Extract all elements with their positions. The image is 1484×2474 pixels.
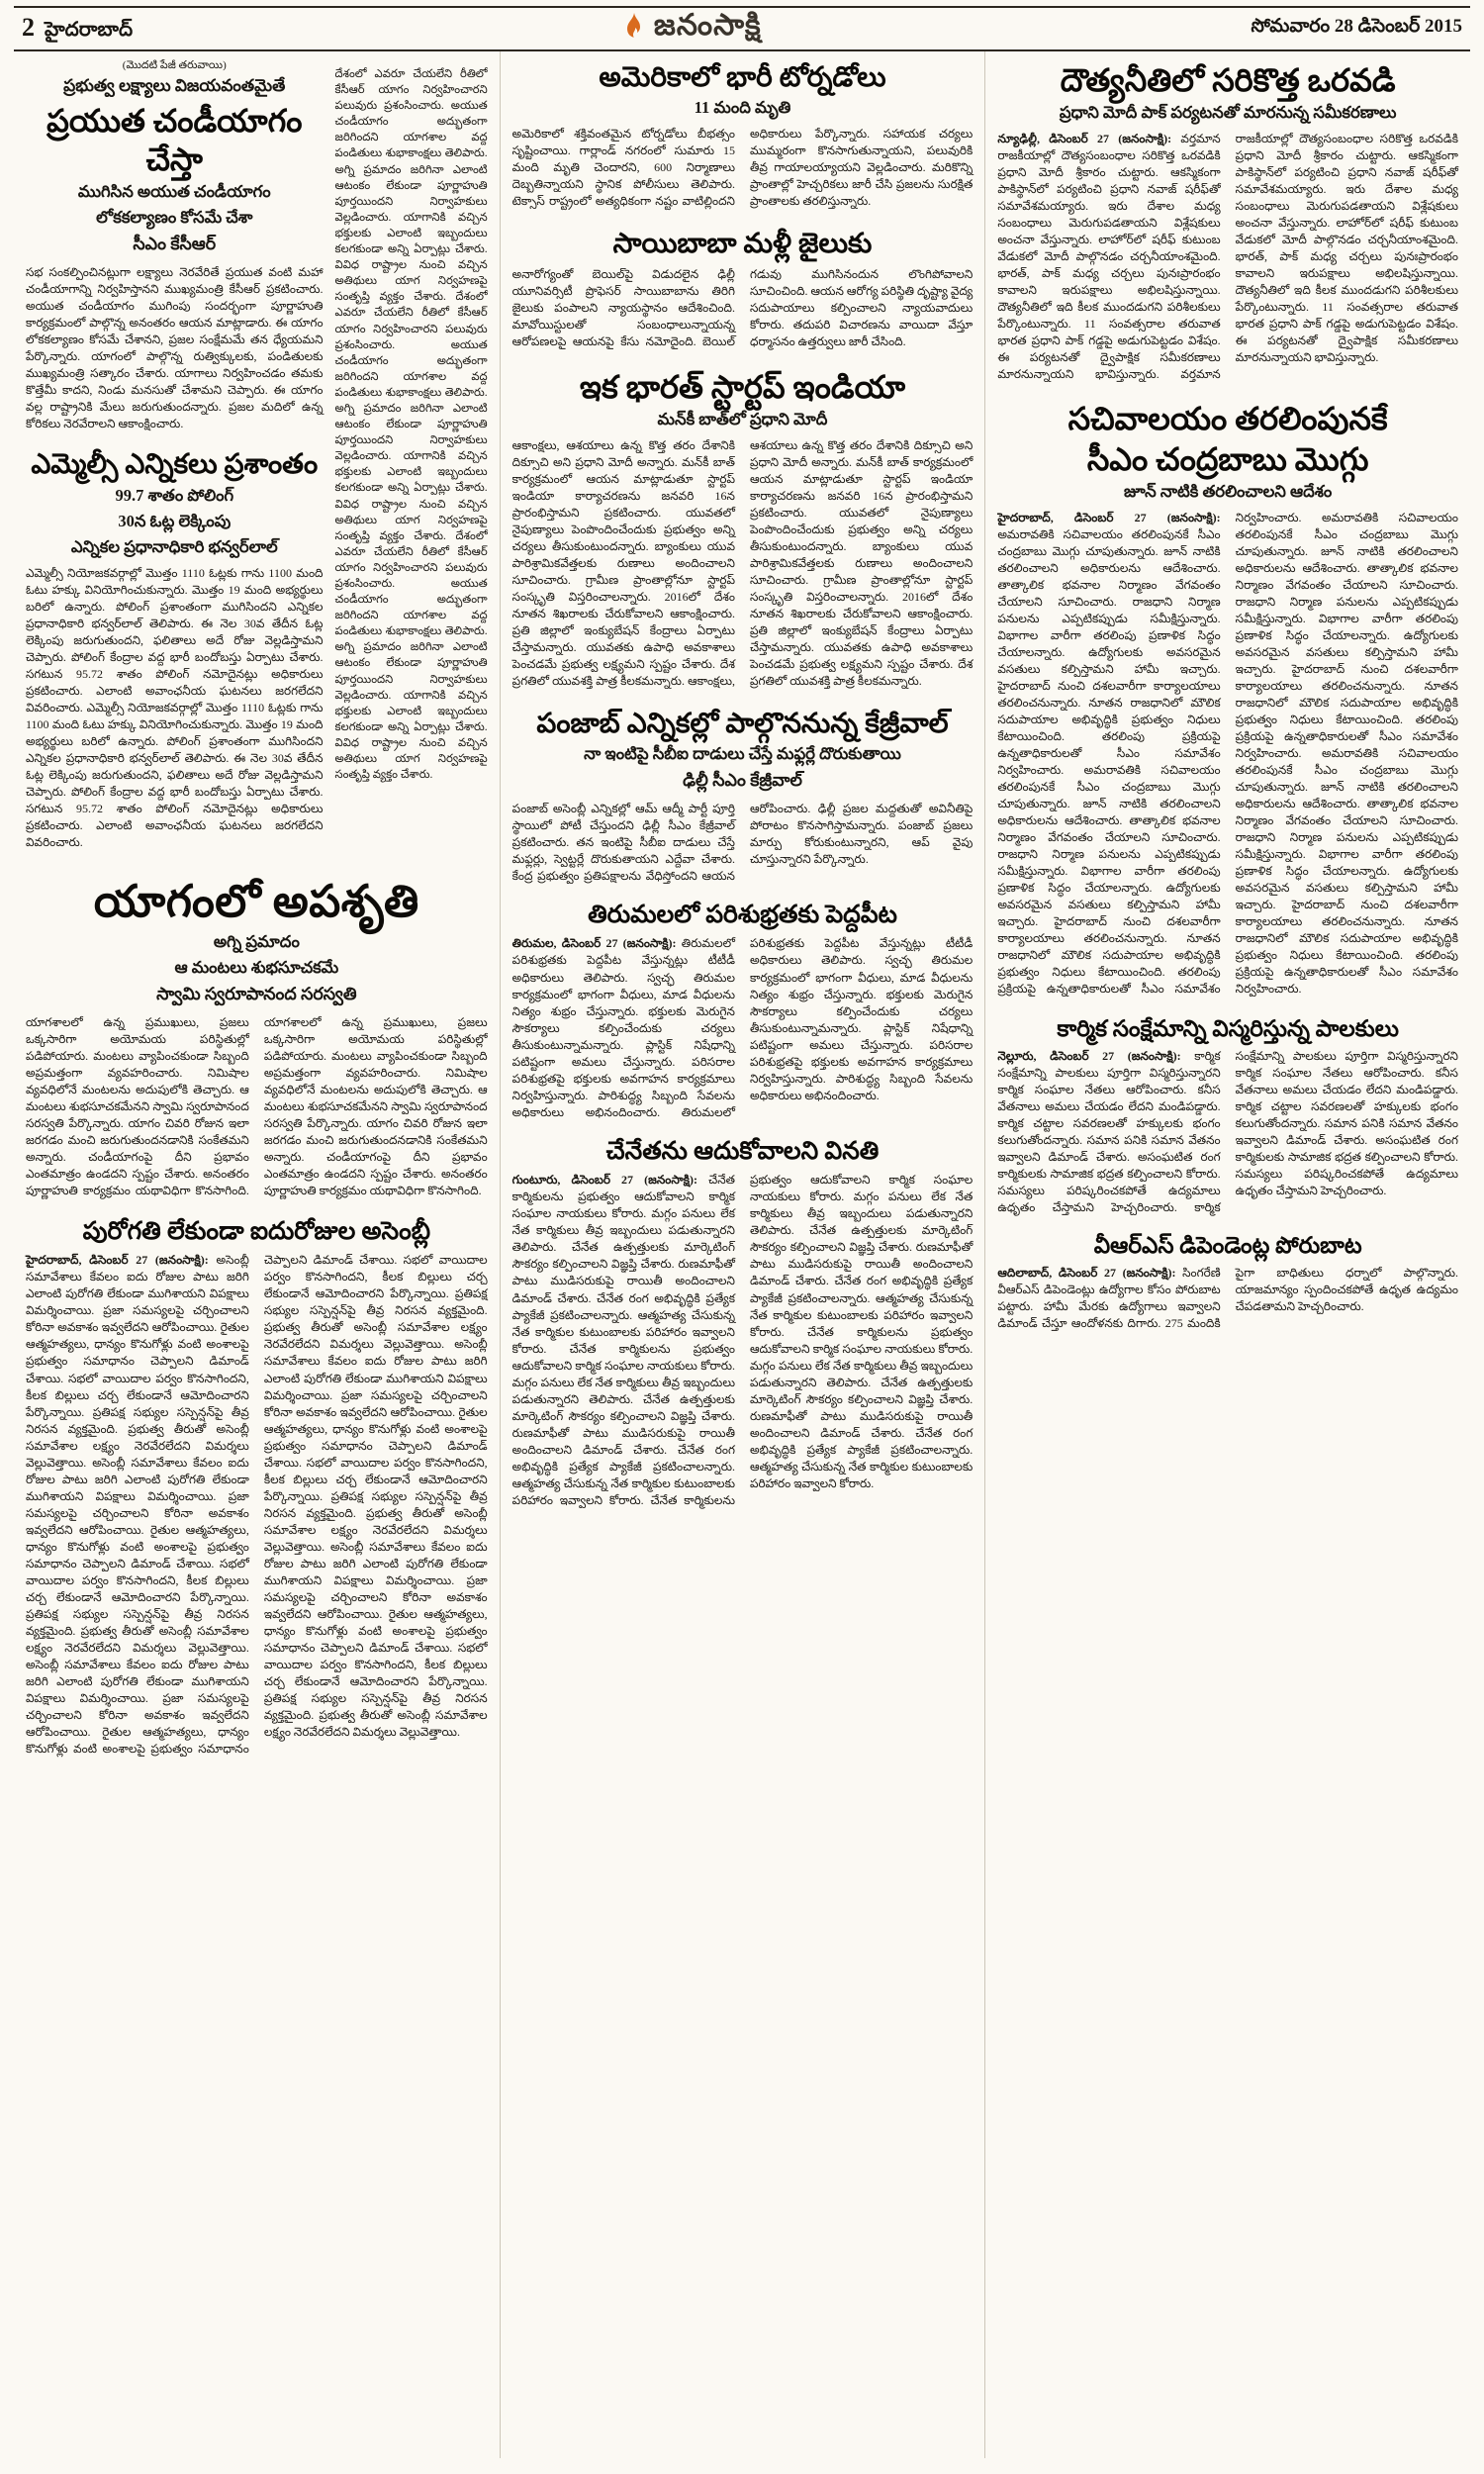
diplomacy-deck: ప్రధాని మోదీ పాక్ పర్యటనతో మారనున్న సమీకరణాలు xyxy=(1059,103,1397,123)
vrs-headline: వీఆర్ఎస్ డిపెండెంట్ల పోరుబాట xyxy=(1093,1233,1362,1259)
page-body xyxy=(14,51,1470,2458)
article-kejriwal xyxy=(512,708,974,885)
secretariat-headline-line1: సచివాలయం తరలింపునకే xyxy=(1067,400,1388,436)
article-tirumala xyxy=(512,901,974,1121)
tornado-deck: 11 మంది మృతి xyxy=(694,98,791,118)
saibaba-headline: సాయిబాబా మళ్లీ జైలుకు xyxy=(612,228,873,259)
body-text: పంజాబ్ అసెంబ్లీ ఎన్నికల్లో ఆమ్ ఆద్మీ పార్టీ పూర్తి స్థాయిలో పోటీ చేస్తుందని ఢిల్లీ సీఎం కేజ్రీవాల్ ప్రకటించారు. తన ఇంటిపై సీబీఐ దాడులు చేస్తే మఫ్లర్లు, స్వెట్టర్లే దొరుకుతాయని ఎద్దేవా చేశారు. కేంద్ర ప్రభుత్వం ప్రతిపక్షాలను వేధిస్తోందని ఆయన ఆరోపించారు. ఢిల్లీ ప్రజల మద్దతుతో అవినీతిపై పోరాటం కొనసాగిస్తామన్నారు. పంజాబ్ ప్రజలు మార్పు కోరుకుంటున్నారని, ఆప్ వైపు చూస్తున్నారని పేర్కొన్నారు. xyxy=(511,801,974,883)
body-text: సభ సంకల్పించినట్లుగా లక్ష్యాలు నెరవేరితే ప్రయుత వంటి మహా చండీయాగాన్ని నిర్వహిస్తానని ముఖ్యమంత్రి కేసీఆర్ ప్రకటించారు. అయుత చండీయాగం ముగింపు సందర్భంగా పూర్ణాహుతి కార్యక్రమంలో పాల్గొన్న అనంతరం ఆయన మాట్లాడారు. ఈ యాగం లోకకల్యాణం కోసమే చేశానని, ప్రజల సంక్షేమమే తన ధ్యేయమని పేర్కొన్నారు. యాగంలో పాల్గొన్న రుత్విక్కులకు, పండితులకు ముఖ్యమంత్రి సత్కారం చేశారు. యాగాలు నిర్వహించడం తమకు కొత్తేమీ కాదని, నిండు మనసుతో చేశామని చెప్పారు. ఈ యాగం వల్ల రాష్ట్రానికి మేలు జరుగుతుందన్నారు. ప్రజల మదిలో ఉన్న కోరికలు నెరవేరాలని ఆకాంక్షించారు. xyxy=(26,265,324,431)
startup-deck: మన్‌కీ బాత్‌లో ప్రధాని మోదీ xyxy=(657,409,828,428)
left-top-split xyxy=(26,59,488,867)
body-text: దేశంలో ఎవరూ చేయలేని రీతిలో కేసీఆర్ యాగం నిర్వహించారని పలువురు ప్రశంసించారు. అయుత చండీయాగం అద్భుతంగా జరిగిందని యాగశాల వద్ద పండితులు శుభాకాంక్షలు తెలిపారు. అగ్ని ప్రమాదం జరిగినా ఎలాంటి ఆటంకం లేకుండా పూర్ణాహుతి పూర్తయిందని నిర్వాహకులు వెల్లడించారు. యాగానికి వచ్చిన భక్తులకు ఎలాంటి ఇబ్బందులు కలగకుండా అన్ని ఏర్పాట్లు చేశారు. వివిధ రాష్ట్రాల నుంచి వచ్చిన అతిథులు యాగ నిర్వహణపై సంతృప్తి వ్యక్తం చేశారు. దేశంలో ఎవరూ చేయలేని రీతిలో కేసీఆర్ యాగం నిర్వహించారని పలువురు ప్రశంసించారు. అయుత చండీయాగం అద్భుతంగా జరిగిందని యాగశాల వద్ద పండితులు శుభాకాంక్షలు తెలిపారు. అగ్ని ప్రమాదం జరిగినా ఎలాంటి ఆటంకం లేకుండా పూర్ణాహుతి పూర్తయిందని నిర్వాహకులు వెల్లడించారు. యాగానికి వచ్చిన భక్తులకు ఎలాంటి ఇబ్బందులు కలగకుండా అన్ని ఏర్పాట్లు చేశారు. వివిధ రాష్ట్రాల నుంచి వచ్చిన అతిథులు యాగ నిర్వహణపై సంతృప్తి వ్యక్తం చేశారు. దేశంలో ఎవరూ చేయలేని రీతిలో కేసీఆర్ యాగం నిర్వహించారని పలువురు ప్రశంసించారు. అయుత చండీయాగం అద్భుతంగా జరిగిందని యాగశాల వద్ద పండితులు శుభాకాంక్షలు తెలిపారు. అగ్ని ప్రమాదం జరిగినా ఎలాంటి ఆటంకం లేకుండా పూర్ణాహుతి పూర్తయిందని నిర్వాహకులు వెల్లడించారు. యాగానికి వచ్చిన భక్తులకు ఎలాంటి ఇబ్బందులు కలగకుండా అన్ని ఏర్పాట్లు చేశారు. వివిధ రాష్ట్రాల నుంచి వచ్చిన అతిథులు యాగ నిర్వహణపై సంతృప్తి వ్యక్తం చేశారు. xyxy=(334,68,488,782)
article-mlc-elections xyxy=(26,448,324,851)
mlc-deck-3: ఎన్నికల ప్రధానాధికారి భన్వర్‌లాల్ xyxy=(70,536,278,556)
body-text: కార్మిక సంక్షేమాన్ని పాలకులు పూర్తిగా విస్మరిస్తున్నారని కార్మిక సంఘాల నేతలు ఆరోపించారు. కనీస వేతనాలు అమలు చేయడం లేదని మండిపడ్డారు. కార్మిక చట్టాల సవరణలతో హక్కులకు భంగం కలుగుతోందన్నారు. సమాన పనికి సమాన వేతనం ఇవ్వాలని డిమాండ్ చేశారు. అసంఘటిత రంగ కార్మికులకు సామాజిక భద్రత కల్పించాలని కోరారు. సమస్యలు పరిష్కరించకపోతే ఉద్యమాలు ఉధృతం చేస్తామని హెచ్చరించారు. కార్మిక సంక్షేమాన్ని పాలకులు పూర్తిగా విస్మరిస్తున్నారని కార్మిక సంఘాల నేతలు ఆరోపించారు. కనీస వేతనాలు అమలు చేయడం లేదని మండిపడ్డారు. కార్మిక చట్టాల సవరణలతో హక్కులకు భంగం కలుగుతోందన్నారు. సమాన పనికి సమాన వేతనం ఇవ్వాలని డిమాండ్ చేశారు. అసంఘటిత రంగ కార్మికులకు సామాజిక భద్రత కల్పించాలని కోరారు. సమస్యలు పరిష్కరించకపోతే ఉద్యమాలు ఉధృతం చేస్తామని హెచ్చరించారు. xyxy=(997,1049,1458,1215)
body-text: ఎమ్మెల్సీ నియోజకవర్గాల్లో మొత్తం 1110 ఓట్లకు గాను 1100 మంది ఓటు హక్కు వినియోగించుకున్నారు. మొత్తం 19 మంది అభ్యర్థులు బరిలో ఉన్నారు. పోలింగ్ ప్రశాంతంగా ముగిసిందని ఎన్నికల ప్రధానాధికారి భన్వర్‌లాల్ తెలిపారు. ఈ నెల 30వ తేదీన ఓట్ల లెక్కింపు జరుగుతుందని, ఫలితాలు అదే రోజు వెల్లడిస్తామని చెప్పారు. పోలింగ్ కేంద్రాల వద్ద భారీ బందోబస్తు ఏర్పాటు చేశారు. సగటున 95.72 శాతం పోలింగ్ నమోదైనట్లు అధికారులు ప్రకటించారు. ఎలాంటి అవాంఛనీయ ఘటనలు జరగలేదని వివరించారు. ఎమ్మెల్సీ నియోజకవర్గాల్లో మొత్తం 1110 ఓట్లకు గాను 1100 మంది ఓటు హక్కు వినియోగించుకున్నారు. మొత్తం 19 మంది అభ్యర్థులు బరిలో ఉన్నారు. పోలింగ్ ప్రశాంతంగా ముగిసిందని ఎన్నికల ప్రధానాధికారి భన్వర్‌లాల్ తెలిపారు. ఈ నెల 30వ తేదీన ఓట్ల లెక్కింపు జరుగుతుందని, ఫలితాలు అదే రోజు వెల్లడిస్తామని చెప్పారు. పోలింగ్ కేంద్రాల వద్ద భారీ బందోబస్తు ఏర్పాటు చేశారు. సగటున 95.72 శాతం పోలింగ్ నమోదైనట్లు అధికారులు ప్రకటించారు. ఎలాంటి అవాంఛనీయ ఘటనలు జరగలేదని వివరించారు. xyxy=(26,565,324,850)
chenetha-body xyxy=(512,1172,974,1509)
article-vrs xyxy=(997,1232,1458,1332)
kejriwal-body xyxy=(512,801,974,885)
vrs-body xyxy=(997,1265,1458,1332)
left-main-column xyxy=(26,59,324,867)
assembly-headline: పురోగతి లేకుండా ఐదురోజుల అసెంబ్లీ xyxy=(82,1217,431,1245)
diplomacy-body xyxy=(997,131,1458,383)
tirumala-dateline: తిరుమల, డిసెంబర్ 27 (జనంసాక్షి): xyxy=(511,936,677,951)
assembly-dateline: హైదరాబాద్, డిసెంబర్ 27 (జనంసాక్షి): xyxy=(26,1253,209,1268)
body-text: అమరావతికి సచివాలయం తరలింపునకే సీఎం చంద్రబాబు మొగ్గు చూపుతున్నారు. జూన్ నాటికి తరలించాలని అధికారులను ఆదేశించారు. తాత్కాలిక భవనాల నిర్మాణం వేగవంతం చేయాలని సూచించారు. రాజధాని నిర్మాణ పనులను ఎప్పటికప్పుడు సమీక్షిస్తున్నారు. విభాగాల వారీగా తరలింపు ప్రణాళిక సిద్ధం చేయాలన్నారు. ఉద్యోగులకు అవసరమైన వసతులు కల్పిస్తామని హామీ ఇచ్చారు. హైదరాబాద్ నుంచి దశలవారీగా కార్యాలయాలు తరలించనున్నారు. నూతన రాజధానిలో మౌలిక సదుపాయాల అభివృద్ధికి ప్రభుత్వం నిధులు కేటాయించింది. తరలింపు ప్రక్రియపై ఉన్నతాధికారులతో సీఎం సమావేశం నిర్వహించారు. అమరావతికి సచివాలయం తరలింపునకే సీఎం చంద్రబాబు మొగ్గు చూపుతున్నారు. జూన్ నాటికి తరలించాలని అధికారులను ఆదేశించారు. తాత్కాలిక భవనాల నిర్మాణం వేగవంతం చేయాలని సూచించారు. రాజధాని నిర్మాణ పనులను ఎప్పటికప్పుడు సమీక్షిస్తున్నారు. విభాగాల వారీగా తరలింపు ప్రణాళిక సిద్ధం చేయాలన్నారు. ఉద్యోగులకు అవసరమైన వసతులు కల్పిస్తామని హామీ ఇచ్చారు. హైదరాబాద్ నుంచి దశలవారీగా కార్యాలయాలు తరలించనున్నారు. నూతన రాజధానిలో మౌలిక సదుపాయాల అభివృద్ధికి ప్రభుత్వం నిధులు కేటాయించింది. తరలింపు ప్రక్రియపై ఉన్నతాధికారులతో సీఎం సమావేశం నిర్వహించారు. అమరావతికి సచివాలయం తరలింపునకే సీఎం చంద్రబాబు మొగ్గు చూపుతున్నారు. జూన్ నాటికి తరలించాలని అధికారులను ఆదేశించారు. తాత్కాలిక భవనాల నిర్మాణం వేగవంతం చేయాలని సూచించారు. రాజధాని నిర్మాణ పనులను ఎప్పటికప్పుడు సమీక్షిస్తున్నారు. విభాగాల వారీగా తరలింపు ప్రణాళిక సిద్ధం చేయాలన్నారు. ఉద్యోగులకు అవసరమైన వసతులు కల్పిస్తామని హామీ ఇచ్చారు. హైదరాబాద్ నుంచి దశలవారీగా కార్యాలయాలు తరలించనున్నారు. నూతన రాజధానిలో మౌలిక సదుపాయాల అభివృద్ధికి ప్రభుత్వం నిధులు కేటాయించింది. తరలింపు ప్రక్రియపై ఉన్నతాధికారులతో సీఎం సమావేశం నిర్వహించారు. అమరావతికి సచివాలయం తరలింపునకే సీఎం చంద్రబాబు మొగ్గు చూపుతున్నారు. జూన్ నాటికి తరలించాలని అధికారులను ఆదేశించారు. తాత్కాలిక భవనాల నిర్మాణం వేగవంతం చేయాలని సూచించారు. రాజధాని నిర్మాణ పనులను ఎప్పటికప్పుడు సమీక్షిస్తున్నారు. విభాగాల వారీగా తరలింపు ప్రణాళిక సిద్ధం చేయాలన్నారు. ఉద్యోగులకు అవసరమైన వసతులు కల్పిస్తామని హామీ ఇచ్చారు. హైదరాబాద్ నుంచి దశలవారీగా కార్యాలయాలు తరలించనున్నారు. నూతన రాజధానిలో మౌలిక సదుపాయాల అభివృద్ధికి ప్రభుత్వం నిధులు కేటాయించింది. తరలింపు ప్రక్రియపై ఉన్నతాధికారులతో సీఎం సమావేశం నిర్వహించారు. xyxy=(997,510,1458,997)
city-label: హైదరాబాద్ xyxy=(45,18,134,41)
secretariat-headline-line2: సీఎం చంద్రబాబు మొగ్గు xyxy=(1086,440,1369,477)
kejriwal-headline: పంజాబ్ ఎన్నికల్లో పాల్గొననున్న కేజ్రీవాల్ xyxy=(536,708,949,739)
chandi-deck-1: ముగిసిన అయుత చండీయాగం xyxy=(77,182,271,202)
body-text xyxy=(997,1265,1458,1332)
karmika-dateline: నెల్లూరు, డిసెంబర్ 27 (జనంసాక్షి): xyxy=(997,1049,1181,1064)
masthead-flame-icon xyxy=(622,12,646,47)
chandi-continuation-column xyxy=(335,64,488,867)
chandi-deck-2: లోకకల్యాణం కోసమే చేశా xyxy=(96,208,253,228)
paper-name: జనంసాక్షి xyxy=(653,8,762,42)
karmika-headline: కార్మిక సంక్షేమాన్ని విస్మరిస్తున్న పాలకులు xyxy=(1057,1015,1399,1041)
article-karmika xyxy=(997,1015,1458,1216)
secretariat-body xyxy=(997,510,1458,999)
article-tornado xyxy=(512,61,974,212)
body-text: అమెరికాలో శక్తివంతమైన టోర్నడోలు బీభత్సం సృష్టించాయి. గార్లాండ్ నగరంలో సుమారు 15 మంది మృతి చెందారని, 600 నిర్మాణాలు దెబ్బతిన్నాయని స్థానిక పోలీసులు తెలిపారు. టెక్సాస్ రాష్ట్రంలో అత్యధికంగా నష్టం వాటిల్లిందని అధికారులు పేర్కొన్నారు. సహాయక చర్యలు ముమ్మరంగా కొనసాగుతున్నాయని, పలువురికి తీవ్ర గాయాలయ్యాయని వెల్లడించారు. మరికొన్ని ప్రాంతాల్లో హెచ్చరికలు జారీ చేసి ప్రజలను సురక్షిత ప్రాంతాలకు తరలిస్తున్నారు. xyxy=(511,127,974,209)
yagam-deck-1: అగ్ని ప్రమాదం xyxy=(213,931,300,951)
body-text xyxy=(997,131,1458,383)
saibaba-body xyxy=(512,266,974,352)
yagam-headline: యాగంలో అపశృతి xyxy=(93,877,419,927)
mlc-deck-1: 99.7 శాతం పోలింగ్ xyxy=(115,485,234,505)
diplomacy-dateline: న్యూఢిల్లీ, డిసెంబర్ 27 (జనంసాక్షి): xyxy=(997,132,1172,146)
yagam-deck-2: ఆ మంటలు శుభసూచకమే xyxy=(174,957,339,977)
body-text xyxy=(997,510,1458,999)
kejriwal-deck: నా ఇంటిపై సీబీఐ దాడులు చేస్తే మఫ్లర్లే దొరుకుతాయి xyxy=(584,743,901,763)
body-text: ఆకాంక్షలు, ఆశయాలు ఉన్న కొత్త తరం దేశానికి దిక్సూచి అని ప్రధాని మోదీ అన్నారు. మన్‌కీ బాత్ కార్యక్రమంలో ఆయన మాట్లాడుతూ స్టార్టప్ ఇండియా కార్యాచరణను జనవరి 16న ప్రారంభిస్తామని ప్రకటించారు. యువతలో నైపుణ్యాలు పెంపొందించేందుకు ప్రభుత్వం అన్ని చర్యలు తీసుకుంటుందన్నారు. బ్యాంకులు యువ పారిశ్రామికవేత్తలకు రుణాలు అందించాలని సూచించారు. గ్రామీణ ప్రాంతాల్లోనూ స్టార్టప్ సంస్కృతి విస్తరించాలన్నారు. 2016లో దేశం నూతన శిఖరాలకు చేరుకోవాలని ఆకాంక్షించారు. ప్రతి జిల్లాలో ఇంక్యుబేషన్ కేంద్రాలు ఏర్పాటు చేస్తామన్నారు. యువతకు ఉపాధి అవకాశాలు పెంచడమే ప్రభుత్వ లక్ష్యమని స్పష్టం చేశారు. దేశ ప్రగతిలో యువశక్తి పాత్ర కీలకమన్నారు. ఆకాంక్షలు, ఆశయాలు ఉన్న కొత్త తరం దేశానికి దిక్సూచి అని ప్రధాని మోదీ అన్నారు. మన్‌కీ బాత్ కార్యక్రమంలో ఆయన మాట్లాడుతూ స్టార్టప్ ఇండియా కార్యాచరణను జనవరి 16న ప్రారంభిస్తామని ప్రకటించారు. యువతలో నైపుణ్యాలు పెంపొందించేందుకు ప్రభుత్వం అన్ని చర్యలు తీసుకుంటుందన్నారు. బ్యాంకులు యువ పారిశ్రామికవేత్తలకు రుణాలు అందించాలని సూచించారు. గ్రామీణ ప్రాంతాల్లోనూ స్టార్టప్ సంస్కృతి విస్తరించాలన్నారు. 2016లో దేశం నూతన శిఖరాలకు చేరుకోవాలని ఆకాంక్షించారు. ప్రతి జిల్లాలో ఇంక్యుబేషన్ కేంద్రాలు ఏర్పాటు చేస్తామన్నారు. యువతకు ఉపాధి అవకాశాలు పెంచడమే ప్రభుత్వ లక్ష్యమని స్పష్టం చేశారు. దేశ ప్రగతిలో యువశక్తి పాత్ర కీలకమన్నారు. xyxy=(511,437,974,689)
body-text xyxy=(26,1252,488,1758)
masthead-page-city xyxy=(22,13,133,46)
yagam-body xyxy=(26,1014,488,1201)
article-yagam-apasruti xyxy=(26,875,488,1201)
body-text: తిరుమలలో పరిశుభ్రతకు పెద్దపీట వేస్తున్నట్లు టీటీడీ అధికారులు తెలిపారు. స్వచ్ఛ తిరుమల కార్యక్రమంలో భాగంగా వీధులు, మాడ వీధులను నిత్యం శుభ్రం చేస్తున్నారు. భక్తులకు మెరుగైన సౌకర్యాలు కల్పించేందుకు చర్యలు తీసుకుంటున్నామన్నారు. ప్లాస్టిక్ నిషేధాన్ని పటిష్టంగా అమలు చేస్తున్నారు. పరిసరాల పరిశుభ్రతపై భక్తులకు అవగాహన కార్యక్రమాలు నిర్వహిస్తున్నారు. పారిశుద్ధ్య సిబ్బంది సేవలను అధికారులు అభినందించారు. తిరుమలలో పరిశుభ్రతకు పెద్దపీట వేస్తున్నట్లు టీటీడీ అధికారులు తెలిపారు. స్వచ్ఛ తిరుమల కార్యక్రమంలో భాగంగా వీధులు, మాడ వీధులను నిత్యం శుభ్రం చేస్తున్నారు. భక్తులకు మెరుగైన సౌకర్యాలు కల్పించేందుకు చర్యలు తీసుకుంటున్నామన్నారు. ప్లాస్టిక్ నిషేధాన్ని పటిష్టంగా అమలు చేస్తున్నారు. పరిసరాల పరిశుభ్రతపై భక్తులకు అవగాహన కార్యక్రమాలు నిర్వహిస్తున్నారు. పారిశుద్ధ్య సిబ్బంది సేవలను అధికారులు అభినందించారు. xyxy=(511,936,974,1119)
chandi-kicker: ప్రభుత్వ లక్ష్యాలు విజయవంతమైతే xyxy=(63,76,286,95)
page-number: 2 xyxy=(22,12,35,42)
body-text: అనారోగ్యంతో బెయిల్‌పై విడుదలైన ఢిల్లీ యూనివర్సిటీ ప్రొఫెసర్ సాయిబాబాను తిరిగి జైలుకు పంపాలని న్యాయస్థానం ఆదేశించింది. మావోయిస్టులతో సంబంధాలున్నాయన్న ఆరోపణలపై ఆయనపై కేసు నమోదైంది. బెయిల్ గడువు ముగిసినందున లొంగిపోవాలని సూచించింది. ఆయన ఆరోగ్య పరిస్థితి దృష్ట్యా వైద్య సదుపాయాలు కల్పించాలని న్యాయవాదులు కోరారు. తదుపరి విచారణను వాయిదా వేస్తూ ధర్మాసనం ఉత్తర్వులు జారీ చేసింది. xyxy=(511,266,974,349)
body-text xyxy=(512,1172,974,1509)
left-zone xyxy=(14,51,500,2458)
right-zone xyxy=(984,51,1470,2458)
article-secretariat xyxy=(997,400,1458,999)
chandi-body xyxy=(26,264,324,432)
vrs-dateline: ఆదిలాబాద్, డిసెంబర్ 27 (జనంసాక్షి): xyxy=(997,1266,1176,1281)
kejriwal-attribution: ఢిల్లీ సీఎం కేజ్రీవాల్ xyxy=(683,769,802,790)
article-saibaba xyxy=(512,228,974,352)
karmika-body xyxy=(997,1048,1458,1216)
mlc-headline: ఎమ్మెల్సీ ఎన్నికలు ప్రశాంతం xyxy=(31,449,319,481)
date-line: సోమవారం 28 డిసెంబర్ 2015 xyxy=(1251,16,1462,37)
body-text: చేనేత కార్మికులను ప్రభుత్వం ఆదుకోవాలని కార్మిక సంఘాల నాయకులు కోరారు. మగ్గం పనులు లేక నేత కార్మికులు తీవ్ర ఇబ్బందులు పడుతున్నారని తెలిపారు. చేనేత ఉత్పత్తులకు మార్కెటింగ్ సౌకర్యం కల్పించాలని విజ్ఞప్తి చేశారు. రుణమాఫీతో పాటు ముడిసరుకుపై రాయితీ అందించాలని డిమాండ్ చేశారు. చేనేత రంగ అభివృద్ధికి ప్రత్యేక ప్యాకేజీ ప్రకటించాలన్నారు. ఆత్మహత్య చేసుకున్న నేత కార్మికుల కుటుంబాలకు పరిహారం ఇవ్వాలని కోరారు. చేనేత కార్మికులను ప్రభుత్వం ఆదుకోవాలని కార్మిక సంఘాల నాయకులు కోరారు. మగ్గం పనులు లేక నేత కార్మికులు తీవ్ర ఇబ్బందులు పడుతున్నారని తెలిపారు. చేనేత ఉత్పత్తులకు మార్కెటింగ్ సౌకర్యం కల్పించాలని విజ్ఞప్తి చేశారు. రుణమాఫీతో పాటు ముడిసరుకుపై రాయితీ అందించాలని డిమాండ్ చేశారు. చేనేత రంగ అభివృద్ధికి ప్రత్యేక ప్యాకేజీ ప్రకటించాలన్నారు. ఆత్మహత్య చేసుకున్న నేత కార్మికుల కుటుంబాలకు పరిహారం ఇవ్వాలని కోరారు. చేనేత కార్మికులను ప్రభుత్వం ఆదుకోవాలని కార్మిక సంఘాల నాయకులు కోరారు. మగ్గం పనులు లేక నేత కార్మికులు తీవ్ర ఇబ్బందులు పడుతున్నారని తెలిపారు. చేనేత ఉత్పత్తులకు మార్కెటింగ్ సౌకర్యం కల్పించాలని విజ్ఞప్తి చేశారు. రుణమాఫీతో పాటు ముడిసరుకుపై రాయితీ అందించాలని డిమాండ్ చేశారు. చేనేత రంగ అభివృద్ధికి ప్రత్యేక ప్యాకేజీ ప్రకటించాలన్నారు. ఆత్మహత్య చేసుకున్న నేత కార్మికుల కుటుంబాలకు పరిహారం ఇవ్వాలని కోరారు. చేనేత కార్మికులను ప్రభుత్వం ఆదుకోవాలని కార్మిక సంఘాల నాయకులు కోరారు. మగ్గం పనులు లేక నేత కార్మికులు తీవ్ర ఇబ్బందులు పడుతున్నారని తెలిపారు. చేనేత ఉత్పత్తులకు మార్కెటింగ్ సౌకర్యం కల్పించాలని విజ్ఞప్తి చేశారు. రుణమాఫీతో పాటు ముడిసరుకుపై రాయితీ అందించాలని డిమాండ్ చేశారు. చేనేత రంగ అభివృద్ధికి ప్రత్యేక ప్యాకేజీ ప్రకటించాలన్నారు. ఆత్మహత్య చేసుకున్న నేత కార్మికుల కుటుంబాలకు పరిహారం ఇవ్వాలని కోరారు. xyxy=(511,1173,974,1507)
masthead xyxy=(14,6,1470,51)
article-startup-india xyxy=(512,368,974,692)
mlc-deck-2: 30న ఓట్ల లెక్కింపు xyxy=(118,511,232,530)
article-diplomacy xyxy=(997,61,1458,384)
article-chenetha xyxy=(512,1137,974,1509)
body-text: సింగరేణి వీఆర్ఎస్ డిపెండెంట్లు ఉద్యోగాల కోసం పోరుబాట పట్టారు. హామీ మేరకు ఉద్యోగాలు ఇవ్వాలని డిమాండ్ చేస్తూ ఆందోళనకు దిగారు. 275 మందికి పైగా బాధితులు ధర్నాలో పాల్గొన్నారు. యాజమాన్యం స్పందించకపోతే ఉధృత ఉద్యమం చేపడతామని హెచ్చరించారు. xyxy=(997,1266,1458,1331)
article-assembly xyxy=(26,1217,488,1758)
tirumala-body xyxy=(512,935,974,1120)
continued-note: (మొదటి పేజీ తరువాయి) xyxy=(122,59,227,71)
body-text: వర్తమాన రాజకీయాల్లో దౌత్యసంబంధాల సరికొత్త ఒరవడికి ప్రధాని మోదీ శ్రీకారం చుట్టారు. ఆకస్మికంగా పాకిస్థాన్‌లో పర్యటించి ప్రధాని నవాజ్ షరీఫ్‌తో సమావేశమయ్యారు. ఇరు దేశాల మధ్య సంబంధాలు మెరుగుపడతాయని విశ్లేషకులు అంచనా వేస్తున్నారు. లాహోర్‌లో షరీఫ్ కుటుంబ వేడుకలో మోదీ పాల్గొనడం చర్చనీయాంశమైంది. భారత్, పాక్ మధ్య చర్చలు పునఃప్రారంభం కావాలని ఇరుపక్షాలు అభిలషిస్తున్నాయి. దౌత్యనీతిలో ఇది కీలక ముందడుగని పరిశీలకులు పేర్కొంటున్నారు. 11 సంవత్సరాల తరువాత భారత ప్రధాని పాక్ గడ్డపై అడుగుపెట్టడం విశేషం. ఈ పర్యటనతో ద్వైపాక్షిక సమీకరణాలు మారనున్నాయని భావిస్తున్నారు. వర్తమాన రాజకీయాల్లో దౌత్యసంబంధాల సరికొత్త ఒరవడికి ప్రధాని మోదీ శ్రీకారం చుట్టారు. ఆకస్మికంగా పాకిస్థాన్‌లో పర్యటించి ప్రధాని నవాజ్ షరీఫ్‌తో సమావేశమయ్యారు. ఇరు దేశాల మధ్య సంబంధాలు మెరుగుపడతాయని విశ్లేషకులు అంచనా వేస్తున్నారు. లాహోర్‌లో షరీఫ్ కుటుంబ వేడుకలో మోదీ పాల్గొనడం చర్చనీయాంశమైంది. భారత్, పాక్ మధ్య చర్చలు పునఃప్రారంభం కావాలని ఇరుపక్షాలు అభిలషిస్తున్నాయి. దౌత్యనీతిలో ఇది కీలక ముందడుగని పరిశీలకులు పేర్కొంటున్నారు. 11 సంవత్సరాల తరువాత భారత ప్రధాని పాక్ గడ్డపై అడుగుపెట్టడం విశేషం. ఈ పర్యటనతో ద్వైపాక్షిక సమీకరణాలు మారనున్నాయని భావిస్తున్నారు. xyxy=(997,132,1458,382)
tornado-headline: అమెరికాలో భారీ టోర్నడోలు xyxy=(599,62,886,93)
body-text: అసెంబ్లీ సమావేశాలు కేవలం ఐదు రోజుల పాటు జరిగి ఎలాంటి పురోగతి లేకుండా ముగిశాయని విపక్షాలు విమర్శించాయి. ప్రజా సమస్యలపై చర్చించాలని కోరినా అవకాశం ఇవ్వలేదని ఆరోపించాయి. రైతుల ఆత్మహత్యలు, ధాన్యం కొనుగోళ్లు వంటి అంశాలపై ప్రభుత్వం సమాధానం చెప్పాలని డిమాండ్ చేశాయి. సభలో వాయిదాల పర్వం కొనసాగిందని, కీలక బిల్లులు చర్చ లేకుండానే ఆమోదించారని పేర్కొన్నాయి. ప్రతిపక్ష సభ్యుల సస్పెన్షన్‌పై తీవ్ర నిరసన వ్యక్తమైంది. ప్రభుత్వ తీరుతో అసెంబ్లీ సమావేశాల లక్ష్యం నెరవేరలేదని విమర్శలు వెల్లువెత్తాయి. అసెంబ్లీ సమావేశాలు కేవలం ఐదు రోజుల పాటు జరిగి ఎలాంటి పురోగతి లేకుండా ముగిశాయని విపక్షాలు విమర్శించాయి. ప్రజా సమస్యలపై చర్చించాలని కోరినా అవకాశం ఇవ్వలేదని ఆరోపించాయి. రైతుల ఆత్మహత్యలు, ధాన్యం కొనుగోళ్లు వంటి అంశాలపై ప్రభుత్వం సమాధానం చెప్పాలని డిమాండ్ చేశాయి. సభలో వాయిదాల పర్వం కొనసాగిందని, కీలక బిల్లులు చర్చ లేకుండానే ఆమోదించారని పేర్కొన్నాయి. ప్రతిపక్ష సభ్యుల సస్పెన్షన్‌పై తీవ్ర నిరసన వ్యక్తమైంది. ప్రభుత్వ తీరుతో అసెంబ్లీ సమావేశాల లక్ష్యం నెరవేరలేదని విమర్శలు వెల్లువెత్తాయి. అసెంబ్లీ సమావేశాలు కేవలం ఐదు రోజుల పాటు జరిగి ఎలాంటి పురోగతి లేకుండా ముగిశాయని విపక్షాలు విమర్శించాయి. ప్రజా సమస్యలపై చర్చించాలని కోరినా అవకాశం ఇవ్వలేదని ఆరోపించాయి. రైతుల ఆత్మహత్యలు, ధాన్యం కొనుగోళ్లు వంటి అంశాలపై ప్రభుత్వం సమాధానం చెప్పాలని డిమాండ్ చేశాయి. సభలో వాయిదాల పర్వం కొనసాగిందని, కీలక బిల్లులు చర్చ లేకుండానే ఆమోదించారని పేర్కొన్నాయి. ప్రతిపక్ష సభ్యుల సస్పెన్షన్‌పై తీవ్ర నిరసన వ్యక్తమైంది. ప్రభుత్వ తీరుతో అసెంబ్లీ సమావేశాల లక్ష్యం నెరవేరలేదని విమర్శలు వెల్లువెత్తాయి. అసెంబ్లీ సమావేశాలు కేవలం ఐదు రోజుల పాటు జరిగి ఎలాంటి పురోగతి లేకుండా ముగిశాయని విపక్షాలు విమర్శించాయి. ప్రజా సమస్యలపై చర్చించాలని కోరినా అవకాశం ఇవ్వలేదని ఆరోపించాయి. రైతుల ఆత్మహత్యలు, ధాన్యం కొనుగోళ్లు వంటి అంశాలపై ప్రభుత్వం సమాధానం చెప్పాలని డిమాండ్ చేశాయి. సభలో వాయిదాల పర్వం కొనసాగిందని, కీలక బిల్లులు చర్చ లేకుండానే ఆమోదించారని పేర్కొన్నాయి. ప్రతిపక్ష సభ్యుల సస్పెన్షన్‌పై తీవ్ర నిరసన వ్యక్తమైంది. ప్రభుత్వ తీరుతో అసెంబ్లీ సమావేశాల లక్ష్యం నెరవేరలేదని విమర్శలు వెల్లువెత్తాయి. అసెంబ్లీ సమావేశాలు కేవలం ఐదు రోజుల పాటు జరిగి ఎలాంటి పురోగతి లేకుండా ముగిశాయని విపక్షాలు విమర్శించాయి. ప్రజా సమస్యలపై చర్చించాలని కోరినా అవకాశం ఇవ్వలేదని ఆరోపించాయి. రైతుల ఆత్మహత్యలు, ధాన్యం కొనుగోళ్లు వంటి అంశాలపై ప్రభుత్వం సమాధానం చెప్పాలని డిమాండ్ చేశాయి. సభలో వాయిదాల పర్వం కొనసాగిందని, కీలక బిల్లులు చర్చ లేకుండానే ఆమోదించారని పేర్కొన్నాయి. ప్రతిపక్ష సభ్యుల సస్పెన్షన్‌పై తీవ్ర నిరసన వ్యక్తమైంది. ప్రభుత్వ తీరుతో అసెంబ్లీ సమావేశాల లక్ష్యం నెరవేరలేదని విమర్శలు వెల్లువెత్తాయి. xyxy=(26,1253,488,1757)
body-text: యాగశాలలో ఉన్న ప్రముఖులు, ప్రజలు ఒక్కసారిగా అయోమయ పరిస్థితుల్లో పడిపోయారు. మంటలు వ్యాపించకుండా సిబ్బంది అప్రమత్తంగా వ్యవహరించారు. నిమిషాల వ్యవధిలోనే మంటలను అదుపులోకి తెచ్చారు. ఆ మంటలు శుభసూచకమేనని స్వామి స్వరూపానంద సరస్వతి పేర్కొన్నారు. యాగం చివరి రోజున ఇలా జరగడం మంచి జరుగుతుందనడానికి సంకేతమని అన్నారు. చండీయాగంపై దీని ప్రభావం ఎంతమాత్రం ఉండదని స్పష్టం చేశారు. అనంతరం పూర్ణాహుతి కార్యక్రమం యథావిధిగా కొనసాగింది. యాగశాలలో ఉన్న ప్రముఖులు, ప్రజలు ఒక్కసారిగా అయోమయ పరిస్థితుల్లో పడిపోయారు. మంటలు వ్యాపించకుండా సిబ్బంది అప్రమత్తంగా వ్యవహరించారు. నిమిషాల వ్యవధిలోనే మంటలను అదుపులోకి తెచ్చారు. ఆ మంటలు శుభసూచకమేనని స్వామి స్వరూపానంద సరస్వతి పేర్కొన్నారు. యాగం చివరి రోజున ఇలా జరగడం మంచి జరుగుతుందనడానికి సంకేతమని అన్నారు. చండీయాగంపై దీని ప్రభావం ఎంతమాత్రం ఉండదని స్పష్టం చేశారు. అనంతరం పూర్ణాహుతి కార్యక్రమం యథావిధిగా కొనసాగింది. xyxy=(26,1014,488,1198)
tornado-body xyxy=(512,126,974,212)
startup-headline: ఇక భారత్ స్టార్టప్ ఇండియా xyxy=(579,368,905,405)
yagam-attribution: స్వామి స్వరూపానంద సరస్వతి xyxy=(156,983,357,1003)
assembly-body xyxy=(26,1252,488,1758)
middle-zone xyxy=(500,51,985,2458)
body-text xyxy=(512,935,974,1120)
secretariat-deck: జూన్ నాటికి తరలించాలని ఆదేశం xyxy=(1124,481,1333,501)
body-text xyxy=(997,1048,1458,1216)
tirumala-headline: తిరుమలలో పరిశుభ్రతకు పెద్దపీట xyxy=(588,901,897,928)
chandi-attribution: సీఎం కేసీఆర్ xyxy=(133,234,217,254)
masthead-logo xyxy=(622,9,762,49)
chenetha-dateline: గుంటూరు, డిసెంబర్ 27 (జనంసాక్షి): xyxy=(511,1173,698,1188)
chenetha-headline: చేనేతను ఆదుకోవాలని వినతి xyxy=(605,1137,880,1165)
diplomacy-headline: దౌత్యనీతిలో సరికొత్త ఒరవడి xyxy=(1060,62,1396,98)
chandi-headline: ప్రయుత చండీయాగం చేస్తా xyxy=(46,103,303,178)
mlc-body xyxy=(26,565,324,852)
startup-body xyxy=(512,437,974,692)
secretariat-dateline: హైదరాబాద్, డిసెంబర్ 27 (జనంసాక్షి): xyxy=(997,510,1221,524)
article-chandi-yagam xyxy=(26,59,324,432)
